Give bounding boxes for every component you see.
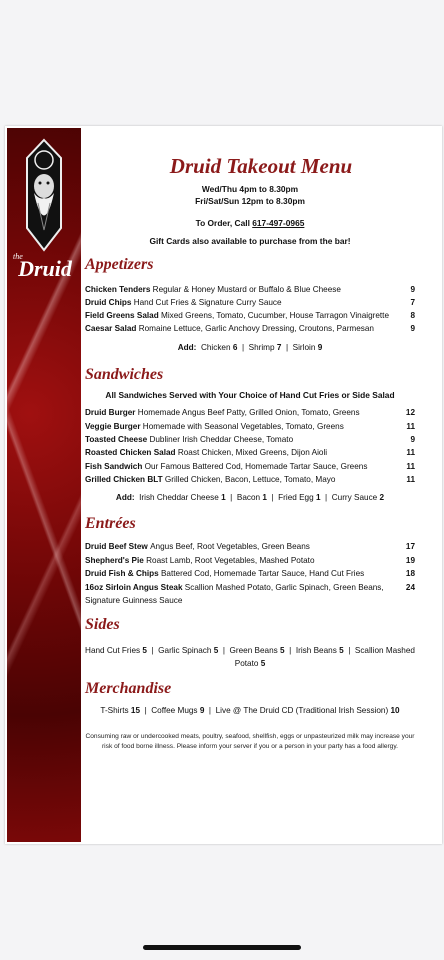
merchandise-list: T-Shirts 15 | Coffee Mugs 9 | Live @ The Druid CD (Traditional Irish Session) 10 xyxy=(100,706,400,715)
food-safety-disclaimer: Consuming raw or undercooked meats, poultry, seafood, shellfish, eggs or unpasteurized milk may increase your risk of food borne illness. Please inform your server if you or a person in your party has a food allergy. xyxy=(85,733,415,750)
home-indicator[interactable] xyxy=(143,945,301,950)
menu-item: Druid Beef Stew Angus Beef, Root Vegetables, Green Beans 17 xyxy=(85,542,415,551)
menu-item: Shepherd's Pie Roast Lamb, Root Vegetables, Mashed Potato 19 xyxy=(85,556,415,565)
appetizer-addons: Add: Chicken 6 | Shrimp 7 | Sirloin 9 xyxy=(177,343,323,352)
gift-card-note: Gift Cards also available to purchase from the bar! xyxy=(149,236,351,246)
druid-face-icon xyxy=(21,138,67,254)
sandwich-subtitle: All Sandwiches Served with Your Choice of Hand Cut Fries or Side Salad xyxy=(105,390,395,400)
order-line xyxy=(85,218,415,228)
section-merchandise: Merchandise xyxy=(85,680,172,697)
menu-item: Chicken Tenders Regular & Honey Mustard or Buffalo & Blue Cheese 9 xyxy=(85,285,415,294)
menu-item: Druid Burger Homemade Angus Beef Patty, Grilled Onion, Tomato, Greens 12 xyxy=(85,408,415,417)
logo-the: the xyxy=(13,252,23,261)
menu-item: Roasted Chicken Salad Roast Chicken, Mixed Greens, Dijon Aioli 11 xyxy=(85,448,415,457)
menu-title: Druid Takeout Menu xyxy=(169,154,353,178)
order-label: To Order, Call xyxy=(195,218,250,228)
menu-item: Toasted Cheese Dubliner Irish Cheddar Cheese, Tomato 9 xyxy=(85,435,415,444)
sandwich-addons: Add: Irish Cheddar Cheese 1 | Bacon 1 | Fried Egg 1 | Curry Sauce 2 xyxy=(115,493,385,502)
menu-item: 16oz Sirloin Angus Steak Scallion Mashed Potato, Garlic Spinach, Green Beans, Signature Guinness Sauce 24 xyxy=(85,583,415,605)
menu-item: Veggie Burger Homemade with Seasonal Vegetables, Tomato, Greens 11 xyxy=(85,422,415,431)
menu-item: Field Greens Salad Mixed Greens, Tomato, Cucumber, House Tarragon Vinaigrette 8 xyxy=(85,311,415,320)
marble-side-strip xyxy=(7,128,81,842)
menu-item: Druid Fish & Chips Battered Cod, Homemade Tartar Sauce, Hand Cut Fries 18 xyxy=(85,569,415,578)
order-phone[interactable]: 617-497-0965 xyxy=(252,218,305,228)
section-sides: Sides xyxy=(85,616,120,633)
sides-list: Hand Cut Fries 5 | Garlic Spinach 5 | Green Beans 5 | Irish Beans 5 | Scallion Mashed Potato 5 xyxy=(85,646,415,668)
section-sandwiches: Sandwiches xyxy=(85,366,164,383)
section-entrees: Entrées xyxy=(85,515,136,532)
menu-item: Fish Sandwich Our Famous Battered Cod, Homemade Tartar Sauce, Greens 11 xyxy=(85,462,415,471)
hours-line-2: Fri/Sat/Sun 12pm to 8.30pm xyxy=(195,196,305,206)
menu-item: Grilled Chicken BLT Grilled Chicken, Bacon, Lettuce, Tomato, Mayo 11 xyxy=(85,475,415,484)
menu-item: Druid Chips Hand Cut Fries & Signature Curry Sauce 7 xyxy=(85,298,415,307)
section-appetizers: Appetizers xyxy=(85,256,154,273)
logo-name: Druid xyxy=(18,256,72,281)
hours-line-1: Wed/Thu 4pm to 8.30pm xyxy=(201,184,299,194)
menu-page xyxy=(5,126,442,844)
menu-item: Caesar Salad Romaine Lettuce, Garlic Anchovy Dressing, Croutons, Parmesan 9 xyxy=(85,324,415,333)
